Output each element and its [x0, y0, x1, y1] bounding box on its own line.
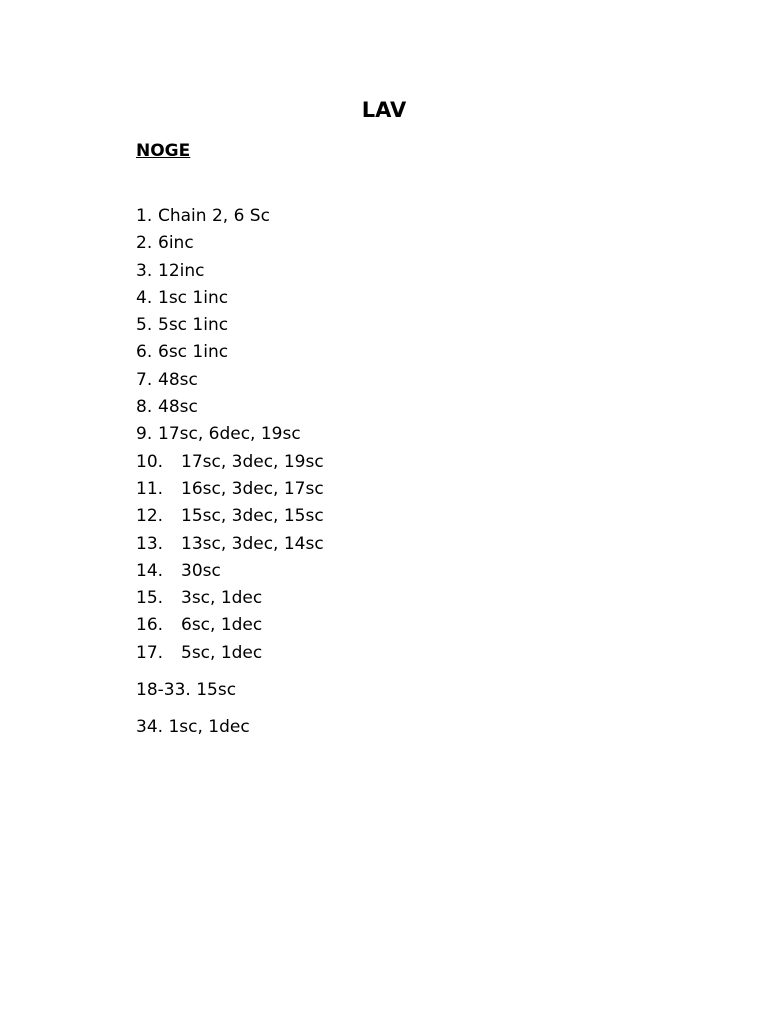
list-item-number: 8.: [136, 397, 153, 418]
list-item-number: 6.: [136, 342, 153, 363]
list-item: [136, 503, 324, 530]
extra-line: 34. 1sc, 1dec: [136, 717, 250, 737]
section-heading: NOGE: [136, 141, 191, 161]
list-item: [136, 285, 324, 312]
list-item-number: 7.: [136, 369, 153, 390]
list-item-text: 13sc, 3dec, 14sc: [181, 533, 324, 554]
list-item-text: 17sc, 3dec, 19sc: [181, 451, 324, 472]
list-item-text: 15sc, 3dec, 15sc: [181, 506, 324, 527]
list-item-text: 6inc: [158, 233, 194, 254]
list-item: [136, 449, 324, 476]
list-item: [136, 230, 324, 257]
list-item-text: 17sc, 6dec, 19sc: [158, 424, 301, 445]
list-item: [136, 394, 324, 421]
list-item: [136, 339, 324, 366]
list-item-number: 10.: [136, 451, 164, 472]
list-item: [136, 640, 324, 667]
list-item-text: 6sc, 1dec: [181, 615, 263, 636]
list-item-number: 11.: [136, 478, 164, 499]
list-item-text: 48sc: [158, 397, 198, 418]
list-item: [136, 558, 324, 585]
list-item: [136, 585, 324, 612]
list-item-text: Chain 2, 6 Sc: [158, 206, 270, 226]
extra-line: 18-33. 15sc: [136, 680, 237, 700]
list-item-text: 30sc: [181, 560, 221, 581]
list-item: [136, 258, 324, 285]
list-item-number: 4.: [136, 287, 153, 308]
list-item: [136, 203, 324, 230]
list-item-text: 16sc, 3dec, 17sc: [181, 478, 324, 499]
list-item-number: 3.: [136, 260, 153, 281]
list-item-number: 9.: [136, 424, 153, 445]
list-item-text: 5sc 1inc: [158, 315, 229, 336]
list-item: [136, 312, 324, 339]
list-item-number: 5.: [136, 315, 153, 336]
list-item-text: 1sc 1inc: [158, 287, 229, 308]
list-item-number: 16.: [136, 615, 164, 636]
list-item: [136, 476, 324, 503]
list-item-text: 6sc 1inc: [158, 342, 229, 363]
list-item-number: 12.: [136, 506, 164, 527]
list-item-text: 5sc, 1dec: [181, 642, 263, 663]
list-item-text: 12inc: [158, 260, 205, 281]
list-item-text: 48sc: [158, 369, 198, 390]
list-item-number: 15.: [136, 588, 164, 609]
list-item-number: 1.: [136, 206, 153, 226]
list-item-number: 14.: [136, 560, 164, 581]
instruction-list: [136, 203, 324, 667]
list-item-number: 17.: [136, 642, 164, 663]
list-item: [136, 367, 324, 394]
list-item: [136, 612, 324, 639]
document-title: LAV: [361, 98, 407, 122]
list-item-text: 3sc, 1dec: [181, 588, 263, 609]
list-item: [136, 531, 324, 558]
list-item-number: 13.: [136, 533, 164, 554]
list-item: [136, 421, 324, 448]
list-item-number: 2.: [136, 233, 153, 254]
